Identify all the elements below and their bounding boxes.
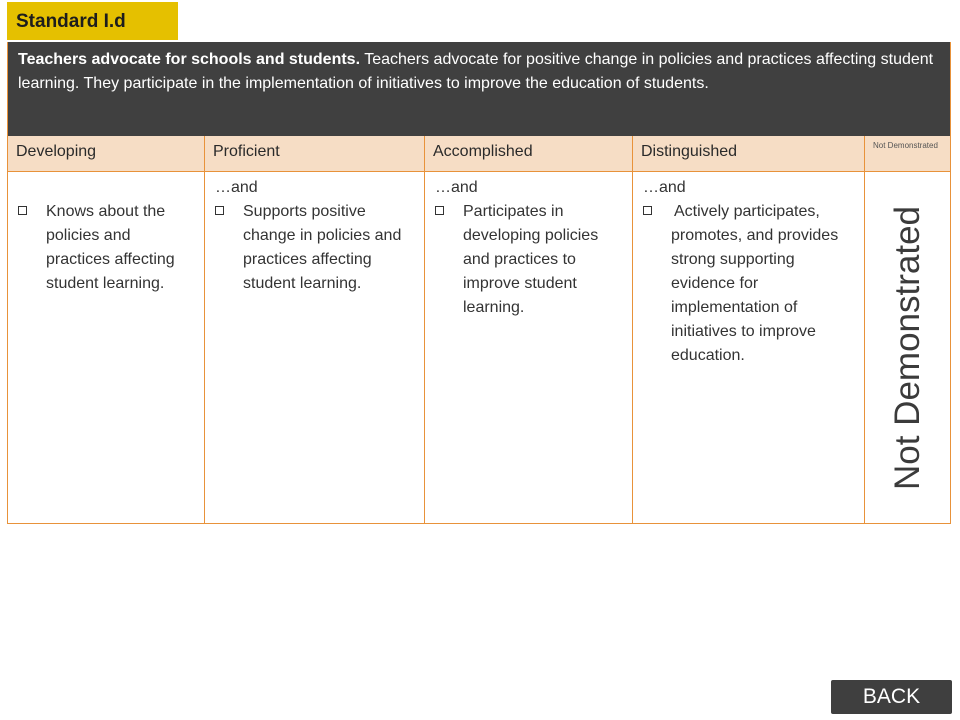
distinguished-item [643,200,855,368]
proficient-prefix: …and [215,179,258,196]
standard-title: Standard I.d [16,11,126,32]
header-developing-label: Developing [16,143,97,160]
checkbox-bullet-icon [18,206,27,215]
standard-description [8,42,950,136]
accomplished-prefix: …and [435,179,478,196]
developing-item [18,200,196,296]
header-accomplished [425,136,633,172]
header-proficient-label: Proficient [213,143,280,160]
checkbox-bullet-icon [435,206,444,215]
rubric-table [7,42,951,524]
header-distinguished [633,136,865,172]
header-distinguished-label: Distinguished [641,143,738,160]
cell-distinguished [633,172,865,523]
cell-accomplished [425,172,633,523]
distinguished-prefix: …and [643,179,686,196]
header-proficient [205,136,425,172]
developing-item-text: Knows about the policies and practices affecting student learning. [46,203,175,292]
accomplished-item-text: Participates in developing policies and practices to improve student learning. [463,203,599,316]
accomplished-item [435,200,613,320]
cell-proficient [205,172,425,523]
standard-description-text: Teachers advocate for positive change in policies and practices affecting student learning. They participate in the implementation of initiatives to improve the education of students. [18,51,934,92]
cell-not-demonstrated [865,172,950,523]
standard-description-bold: Teachers advocate for schools and students. [18,51,361,68]
not-demonstrated-label: Not Demonstrated [887,205,927,490]
checkbox-bullet-icon [215,206,224,215]
checkbox-bullet-icon [643,206,652,215]
back-button[interactable]: BACK [831,680,952,714]
proficient-item-text: Supports positive change in policies and practices affecting student learning. [243,203,402,292]
header-not-demonstrated [865,136,950,172]
standard-title-tab [7,2,178,40]
header-not-demonstrated-label: Not Demonstrated [873,141,938,150]
distinguished-item-text: Actively participates, promotes, and provides strong supporting evidence for implementation of initiatives to improve education. [671,203,839,364]
header-developing [8,136,205,172]
header-accomplished-label: Accomplished [433,143,533,160]
proficient-item [215,200,403,296]
cell-developing [8,172,205,523]
